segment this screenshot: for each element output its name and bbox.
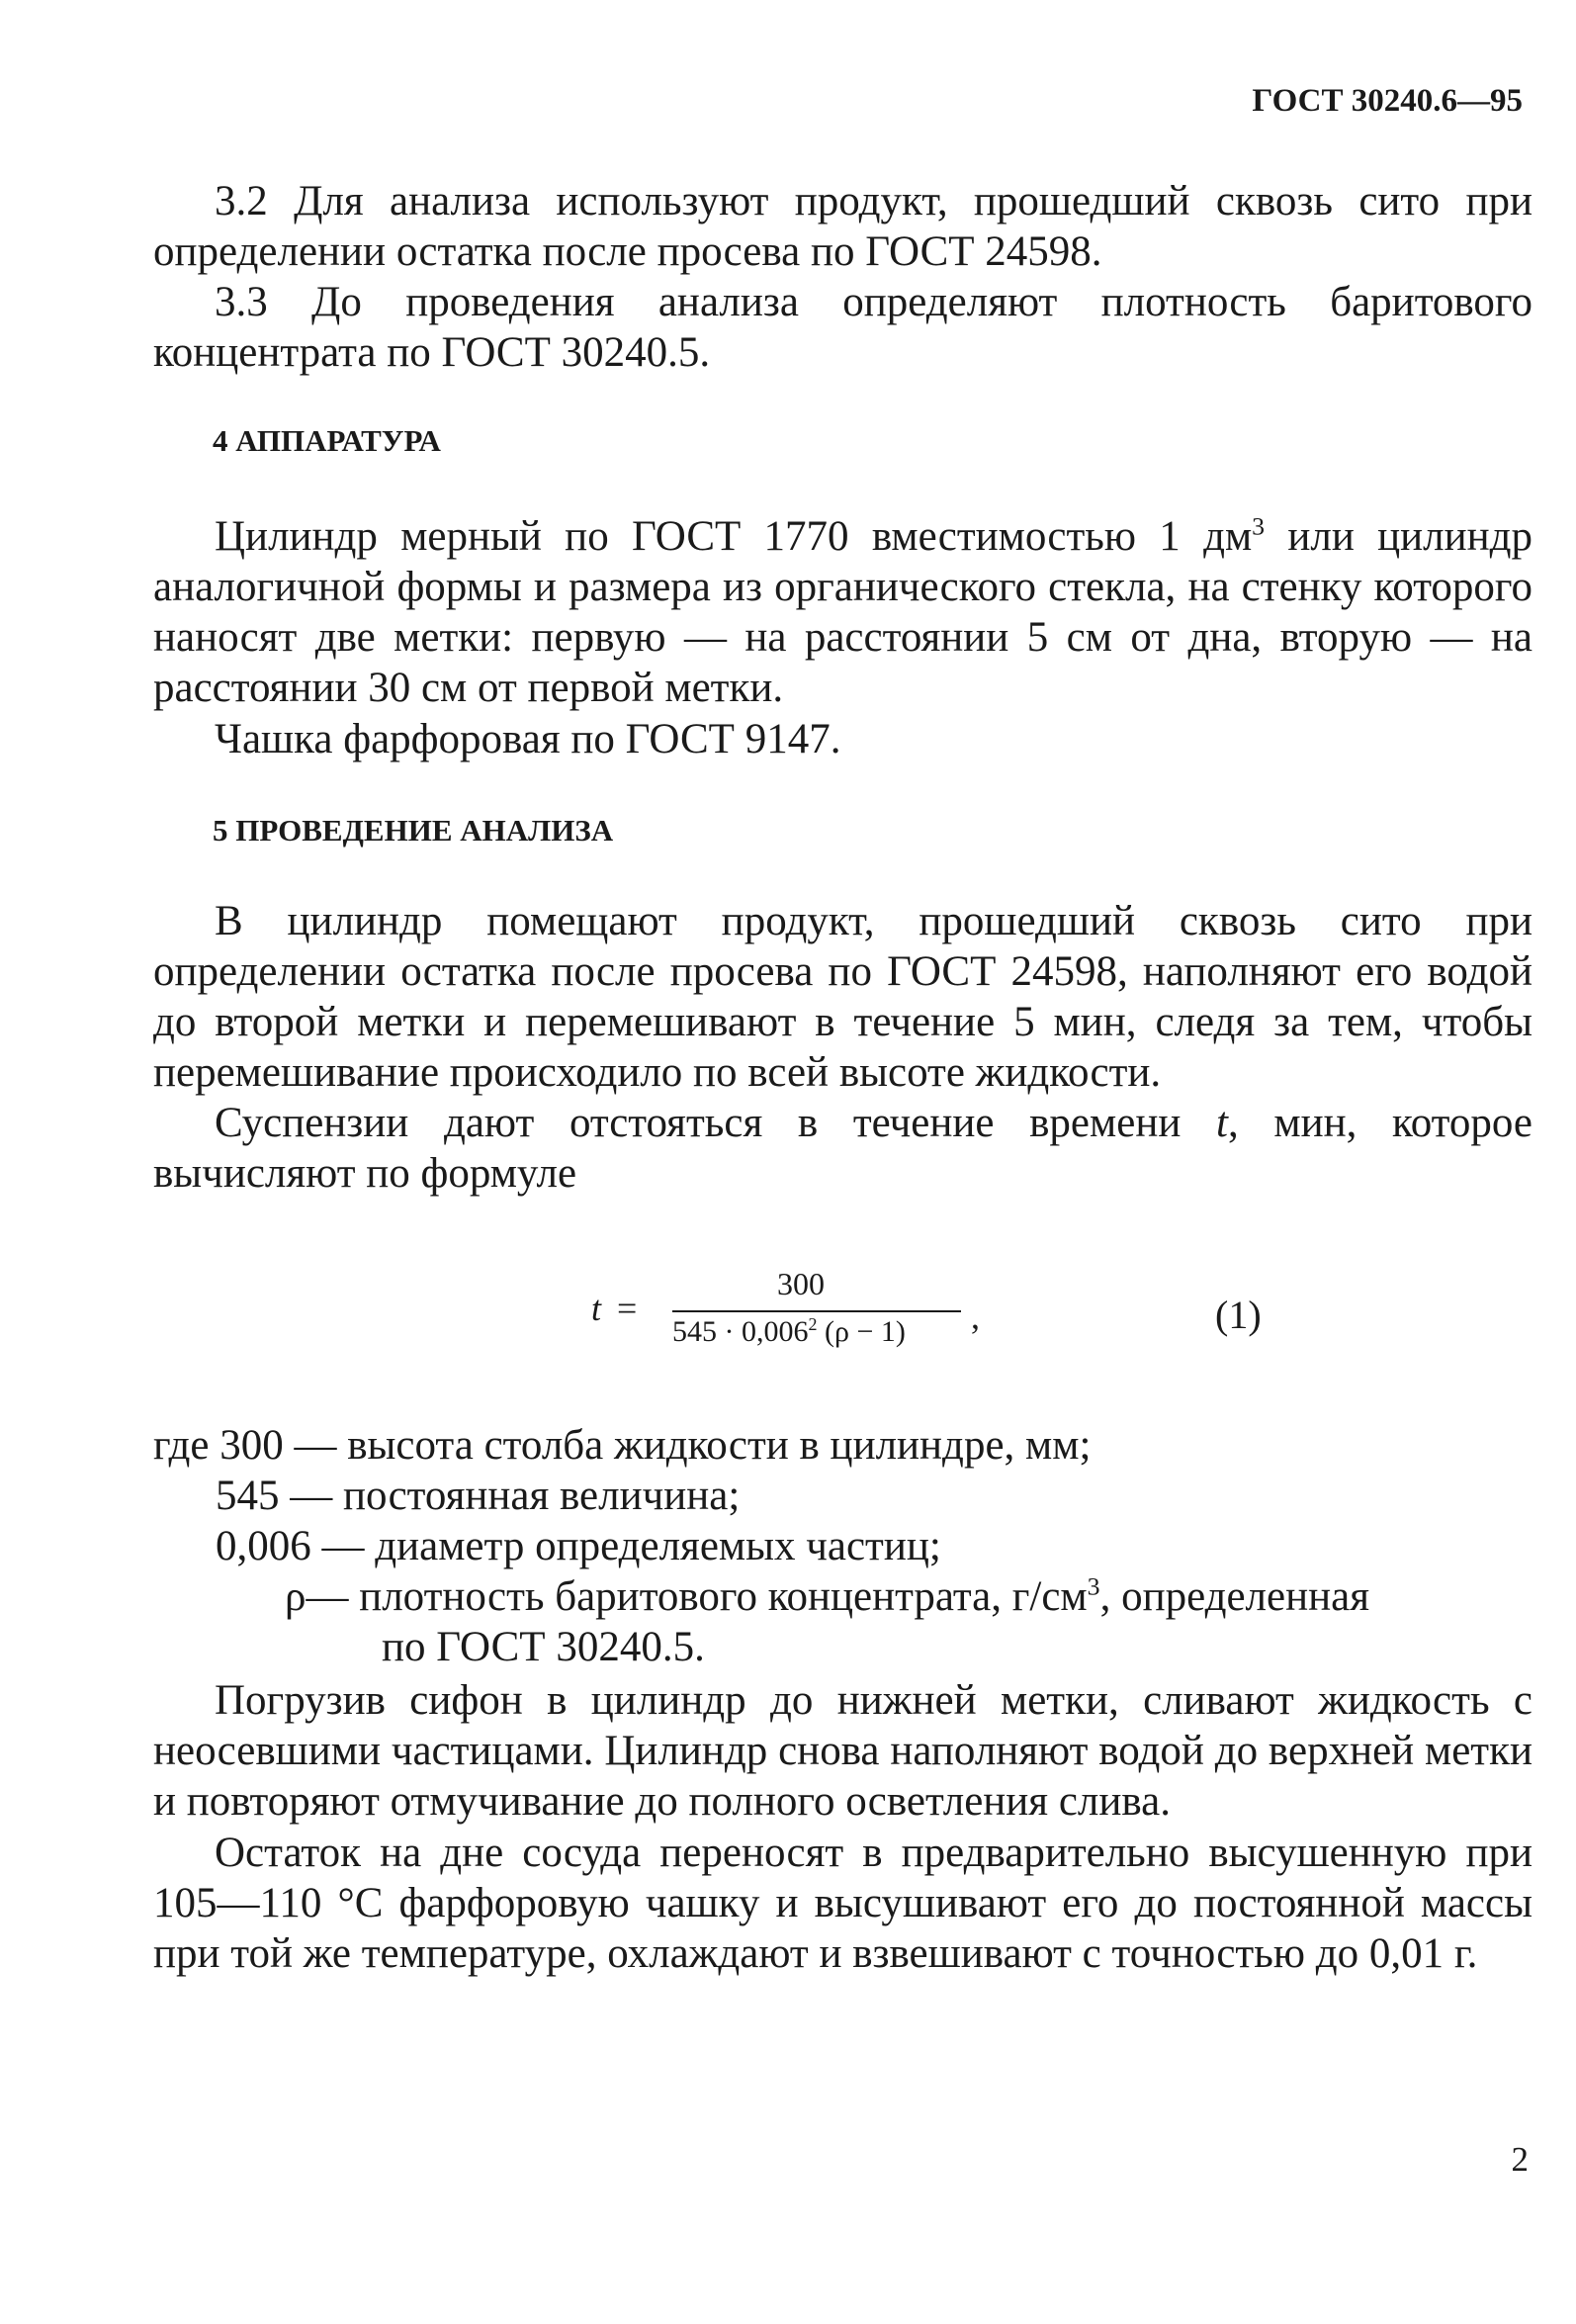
- text-run: Суспензии дают отстояться в течение времени: [215, 1100, 1216, 1146]
- superscript: 3: [1087, 1571, 1100, 1601]
- section-4-heading: 4 АППАРАТУРА: [213, 423, 441, 458]
- paragraph-procedure-3: Погрузив сифон в цилиндр до нижней метки, сливают жидкость с неосевшими частицами. Цилиндр снова наполняют водой до верхней метки и повторяют отмучивание до полного осветления слива.: [153, 1677, 1532, 1825]
- formula-number: (1): [1215, 1293, 1262, 1337]
- legend-line-4: [285, 1571, 1369, 1622]
- text-run: , мин, которое вычисляют по формуле: [153, 1100, 1532, 1197]
- paragraph-3-3: 3.3 До проведения анализа определяют плотность баритового концентрата по ГОСТ 30240.5.: [153, 279, 1532, 376]
- variable-t: t: [1216, 1100, 1228, 1146]
- text-run: (ρ − 1): [817, 1315, 906, 1348]
- paragraph-procedure-1: В цилиндр помещают продукт, прошедший сквозь сито при определении остатка после просева по ГОСТ 24598, наполняют его водой до второй метки и перемешивают в течение 5 мин, следя за тем, чтобы перемешивание происходило по всей высоте жидкости.: [153, 898, 1532, 1096]
- text-run: 545 · 0,006: [672, 1315, 809, 1348]
- formula-equals: =: [617, 1289, 638, 1328]
- document-header: ГОСТ 30240.6—95: [1252, 83, 1523, 119]
- formula-denominator: [672, 1315, 969, 1349]
- formula-lhs: t: [591, 1289, 602, 1328]
- page-number: 2: [1511, 2140, 1529, 2179]
- paragraph-procedure-4: Остаток на дне сосуда переносят в предварительно высушенную при 105—110 °С фарфоровую чашку и высушивают его до постоянной массы при той же температуре, охлаждают и взвешивают с точностью до 0,01 г.: [153, 1830, 1532, 1977]
- formula-comma: ,: [971, 1296, 980, 1336]
- section-5-heading: 5 ПРОВЕДЕНИЕ АНАЛИЗА: [213, 813, 614, 848]
- formula-1: [591, 1266, 1007, 1365]
- superscript: 3: [1252, 511, 1266, 541]
- superscript: 2: [808, 1314, 818, 1334]
- paragraph-3-2: 3.2 Для анализа используют продукт, прошедший сквозь сито при определении остатка после просева по ГОСТ 24598.: [153, 178, 1532, 275]
- legend-line-5: по ГОСТ 30240.5.: [382, 1624, 705, 1670]
- paragraph-apparatus-dish: Чашка фарфоровая по ГОСТ 9147.: [215, 716, 841, 762]
- formula-numerator: 300: [777, 1266, 825, 1301]
- paragraph-procedure-2: [153, 1098, 1532, 1199]
- text-run: , определенная: [1099, 1573, 1369, 1620]
- fraction-bar: [672, 1310, 961, 1312]
- paragraph-apparatus-cylinder: [153, 511, 1532, 713]
- legend-line-3: 0,006 — диаметр определяемых частиц;: [216, 1523, 941, 1569]
- legend-line-2: 545 — постоянная величина;: [216, 1473, 741, 1519]
- text-run: Цилиндр мерный по ГОСТ 1770 вместимостью 1 дм: [215, 513, 1253, 560]
- text-run: или цилиндр аналогичной формы и размера из органического стекла, на стенку которого наносят две метки: первую — на расстоянии 5 см от дна, вторую — на расстоянии 30 см от первой метки.: [153, 513, 1532, 711]
- text-run: ρ— плотность баритового концентрата, г/см: [285, 1573, 1088, 1620]
- legend-line-1: где 300 — высота столба жидкости в цилиндре, мм;: [153, 1422, 1092, 1469]
